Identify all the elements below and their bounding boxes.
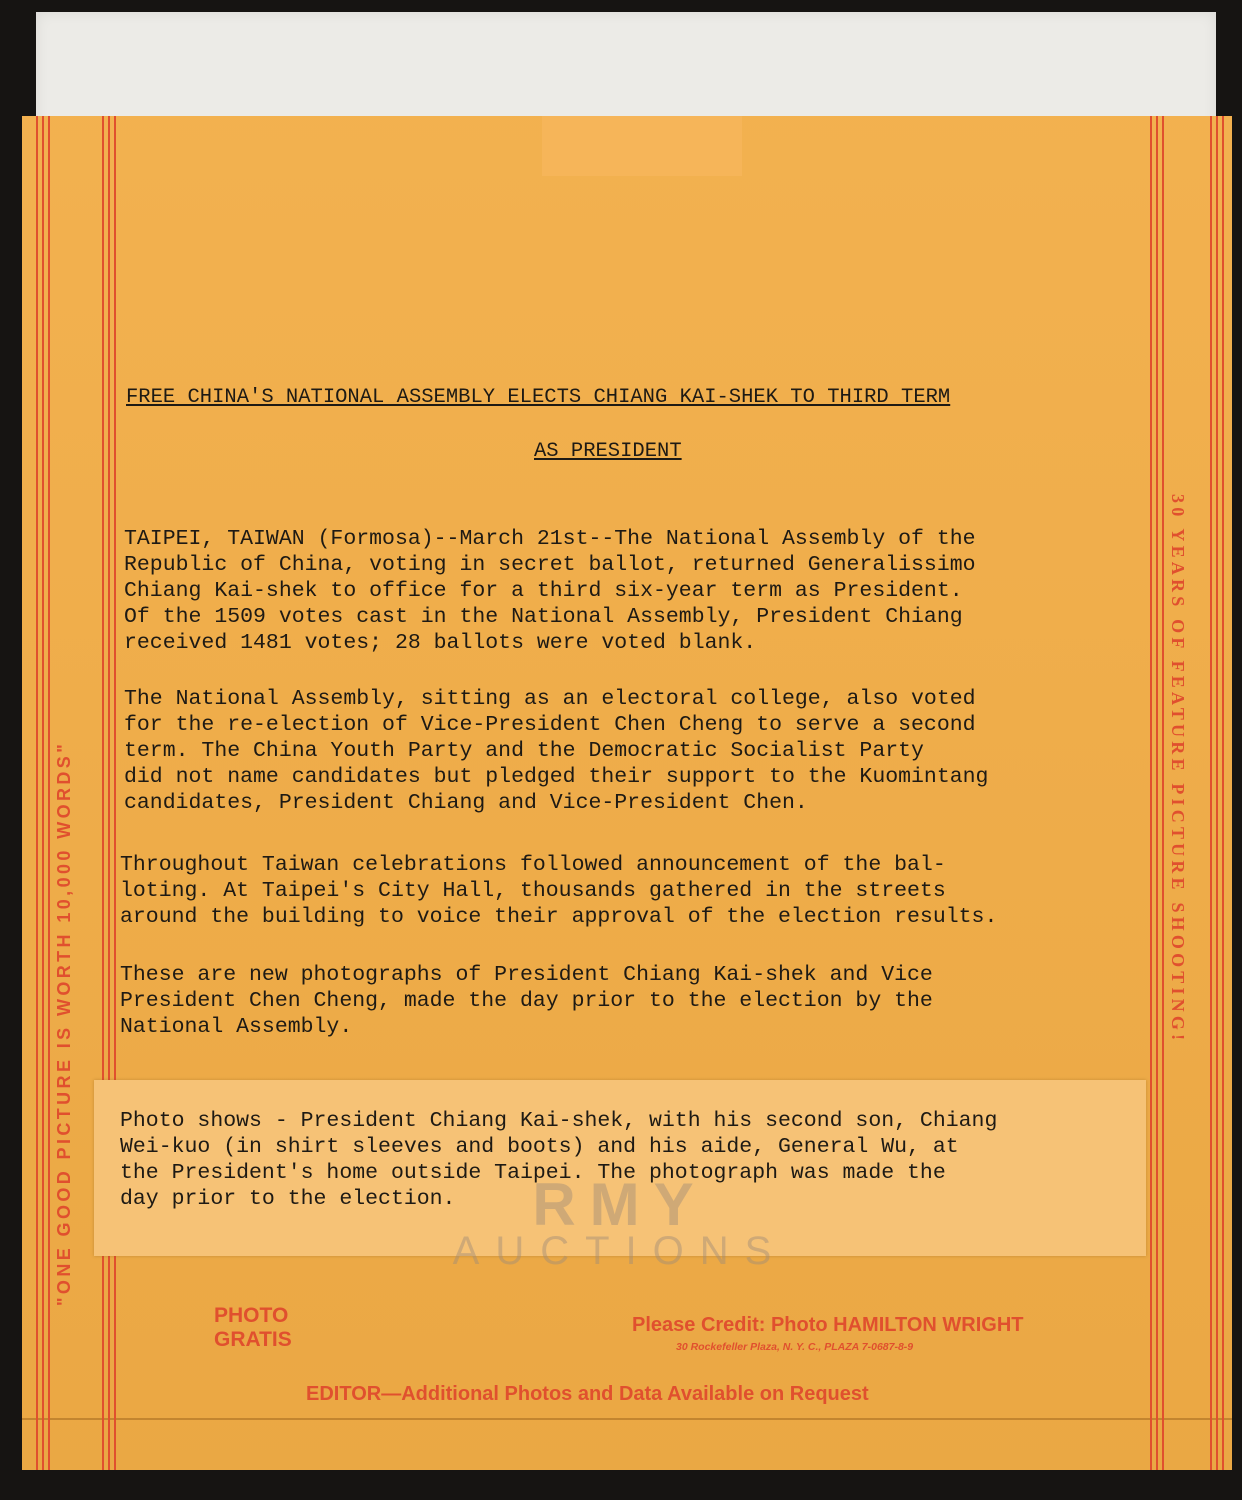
left-border-rule: [42, 116, 44, 1470]
editor-note: EDITOR—Additional Photos and Data Available on Request: [306, 1383, 869, 1405]
right-border-rule: [1162, 116, 1164, 1470]
watermark-subtitle: AUCTIONS: [452, 1229, 788, 1273]
left-border-rule: [108, 116, 110, 1470]
right-slogan: 30 YEARS OF FEATURE PICTURE SHOOTING!: [1168, 494, 1188, 1045]
right-border-rule: [1150, 116, 1152, 1470]
body-line: Republic of China, voting in secret ballot, returned Generalissimo: [124, 553, 976, 577]
body-line: loting. At Taipei's City Hall, thousands gathered in the streets: [120, 879, 946, 903]
body-line: Throughout Taiwan celebrations followed announcement of the bal-: [120, 853, 946, 877]
fold-line: [22, 1418, 1232, 1420]
body-line: The National Assembly, sitting as an electoral college, also voted: [124, 687, 976, 711]
left-border-rule: [48, 116, 50, 1470]
photo-gratis-label: [214, 1304, 292, 1352]
left-slogan: "ONE GOOD PICTURE IS WORTH 10,000 WORDS": [54, 740, 74, 1306]
right-border-rule: [1216, 116, 1218, 1470]
body-line: Of the 1509 votes cast in the National Assembly, President Chiang: [124, 605, 963, 629]
body-line: received 1481 votes; 28 ballots were voted blank.: [124, 631, 757, 655]
body-line: Chiang Kai-shek to office for a third six-year term as President.: [124, 579, 963, 603]
body-line: These are new photographs of President Chiang Kai-shek and Vice: [120, 963, 933, 987]
right-border-rule: [1156, 116, 1158, 1470]
left-border-rule: [36, 116, 38, 1470]
caption-line: Wei-kuo (in shirt sleeves and boots) and his aide, General Wu, at: [120, 1135, 959, 1159]
tape-strip: [542, 116, 742, 176]
body-line: did not name candidates but pledged their support to the Kuomintang: [124, 765, 989, 789]
body-line: National Assembly.: [120, 1015, 353, 1039]
body-line: around the building to voice their approval of the election results.: [120, 905, 998, 929]
caption-line: the President's home outside Taipei. The photograph was made the: [120, 1161, 946, 1185]
body-line: term. The China Youth Party and the Democratic Socialist Party: [124, 739, 924, 763]
right-border-rule: [1222, 116, 1224, 1470]
headline-line-1: FREE CHINA'S NATIONAL ASSEMBLY ELECTS CHIANG KAI-SHEK TO THIRD TERM: [126, 386, 951, 409]
caption-line: day prior to the election.: [120, 1187, 456, 1211]
watermark-logo: RMY: [532, 1171, 708, 1238]
body-line: President Chen Cheng, made the day prior to the election by the: [120, 989, 933, 1013]
left-border-rule: [114, 116, 116, 1470]
caption-line: Photo shows - President Chiang Kai-shek, with his second son, Chiang: [120, 1109, 998, 1133]
credit-line: Please Credit: Photo HAMILTON WRIGHT: [632, 1314, 1024, 1336]
headline-line-2: AS PRESIDENT: [534, 440, 682, 463]
credit-address: 30 Rockefeller Plaza, N. Y. C., PLAZA 7-0687-8-9: [676, 1341, 914, 1353]
body-line: candidates, President Chiang and Vice-President Chen.: [124, 791, 808, 815]
photo-gratis-line: GRATIS: [214, 1328, 292, 1351]
body-line: TAIPEI, TAIWAN (Formosa)--March 21st--The National Assembly of the: [124, 527, 976, 551]
body-line: for the re-election of Vice-President Chen Cheng to serve a second: [124, 713, 976, 737]
photo-gratis-line: PHOTO: [214, 1304, 289, 1327]
right-border-rule: [1210, 116, 1212, 1470]
left-border-rule: [102, 116, 104, 1470]
